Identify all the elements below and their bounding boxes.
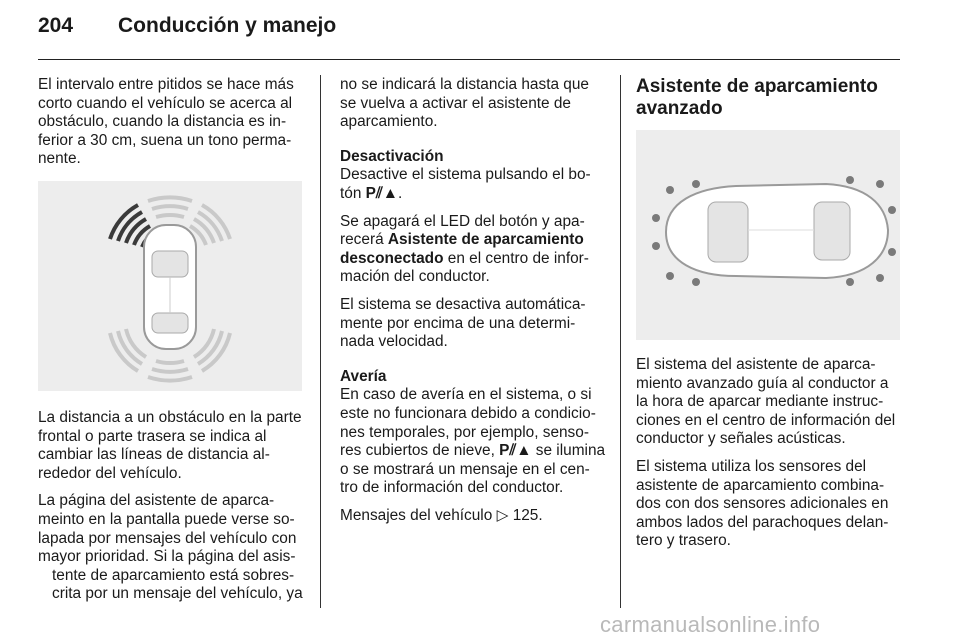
bold-text: Asistente de aparcamiento desconectado: [340, 231, 584, 267]
park-assist-button-icon: P⫽▲: [365, 184, 399, 202]
text: Se apagará el LED del botón y apa-recerá: [340, 212, 585, 249]
column-2: [340, 76, 606, 534]
text: Mensajes del vehículo: [340, 506, 497, 524]
paragraph: La distancia a un obstáculo en la parte frontal o parte trasera se indica al cambiar las líneas de distancia al-rededor del vehículo.: [38, 408, 302, 482]
page-reference: 125.: [512, 506, 543, 524]
header-rule: [38, 59, 900, 60]
text: En caso de avería en el sistema, o si este no funcionara debido a condicio-nes temporales, por ejemplo, senso-res cubiertos de nieve,: [340, 386, 596, 460]
car-top-view-with-arcs-icon: [38, 181, 302, 391]
paragraph: El sistema se desactiva automática-mente por encima de una determi-nada velocidad.: [340, 295, 586, 351]
paragraph: [340, 386, 606, 498]
paragraph: El intervalo entre pitidos se hace más corto cuando el vehículo se acerca al obstáculo, cuando la distancia es in-ferior a 30 cm, suena un tono perma-nente.: [38, 76, 294, 168]
column-1: [38, 76, 306, 604]
column-divider-1: [320, 75, 321, 608]
paragraph: [340, 213, 606, 287]
advanced-park-assist-figure: [636, 130, 900, 340]
car-side-sensors-icon: [636, 130, 900, 340]
paragraph: no se indicará la distancia hasta que se vuelva a activar el asistente de aparcamiento.: [340, 76, 589, 131]
column-divider-2: [620, 75, 621, 608]
section-heading-fault: Avería: [340, 367, 387, 385]
text: en el centro de infor-mación del conductor.: [340, 249, 589, 286]
paragraph: [340, 507, 606, 526]
section-heading-deactivation: Desactivación: [340, 147, 444, 165]
paragraph: La página del asistente de aparca-meinto en la pantalla puede verse so-lapada por mensajes del vehículo con mayor prioridad. Si la página del asis-: [38, 492, 297, 566]
column-3: [636, 76, 902, 560]
paragraph: El sistema utiliza los sensores del asistente de aparcamiento combina-dos con dos sensores adicionales en ambos lados del parachoques delan-tero y trasero.: [636, 457, 889, 550]
parking-distance-figure: [38, 181, 302, 391]
text: se ilumina o se mostrará un mensaje en el cen-tro de información del conductor.: [340, 442, 606, 497]
paragraph-line: tente de aparcamiento está sobres-: [52, 566, 295, 584]
paragraph: [340, 166, 606, 203]
page-title: Conducción y manejo: [118, 14, 337, 37]
text: .: [398, 184, 403, 202]
park-assist-button-icon: P⫽▲: [499, 442, 532, 460]
paragraph-line: crita por un mensaje del vehículo, ya: [52, 585, 303, 603]
page-number: 204: [38, 14, 74, 37]
reference-arrow-icon: ▷: [496, 506, 509, 524]
text: Desactive el sistema pulsando el bo-tón: [340, 166, 591, 202]
section-heading: Asistente de aparcamiento avanzado: [636, 76, 878, 119]
paragraph: El sistema del asistente de aparca-miento avanzado guía al conductor a la hora de aparcar mediante instruc-ciones en el centro de información del conductor y señales acústicas.: [636, 356, 896, 448]
watermark: carmanualsonline.info: [600, 612, 821, 637]
